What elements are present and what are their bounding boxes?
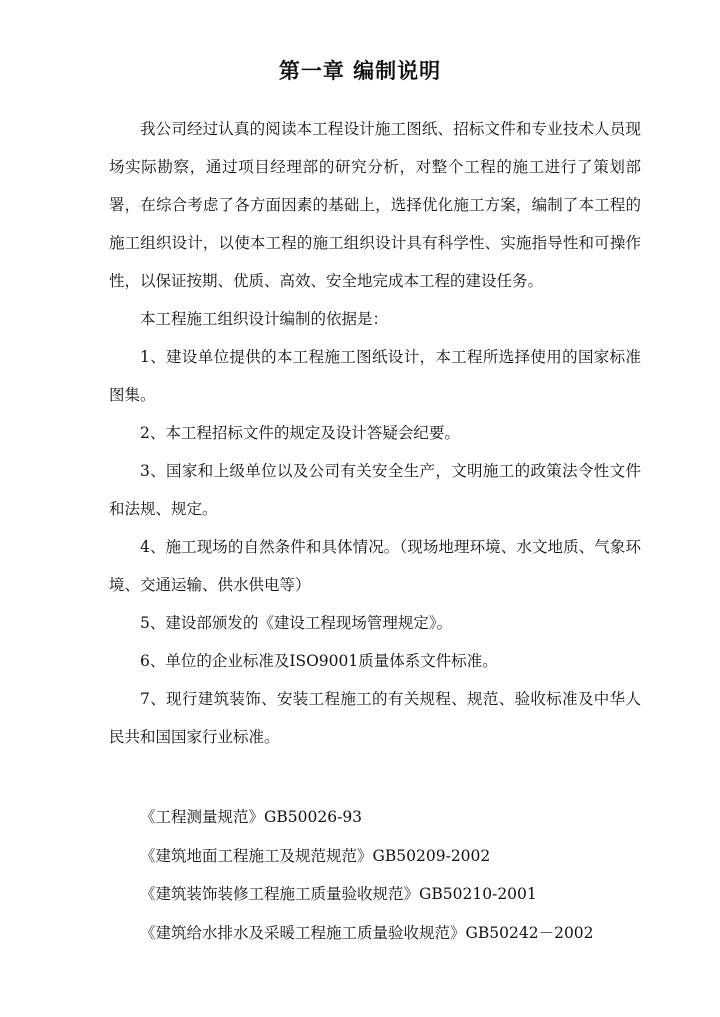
standard-item: 《工程测量规范》GB50026-93 [140, 808, 363, 826]
basis-item-4: 4、施工现场的自然条件和具体情况。（现场地理环境、水文地质、气象环境、交通运输、供水供电等） [109, 538, 641, 594]
chapter-title: 第一章 编制说明 [278, 58, 442, 83]
standard-item: 《建筑给水排水及采暖工程施工质量验收规范》GB50242－2002 [140, 923, 594, 942]
basis-item-3: 3、国家和上级单位以及公司有关安全生产，文明施工的政策法令性文件和法规、规定。 [109, 462, 641, 518]
basis-item-5: 5、建设部颁发的《建设工程现场管理规定》。 [140, 614, 453, 632]
basis-item-1: 1、建设单位提供的本工程施工图纸设计，本工程所选择使用的国家标准图集。 [109, 348, 641, 404]
basis-item-2: 2、本工程招标文件的规定及设计答疑会纪要。 [140, 424, 460, 442]
basis-item-6: 6、单位的企业标准及ISO9001质量体系文件标准。 [140, 652, 498, 670]
intro-paragraph: 我公司经过认真的阅读本工程设计施工图纸、招标文件和专业技术人员现场实际勘察，通过项目经理部的研究分析，对整个工程的施工进行了策划部署，在综合考虑了各方面因素的基础上，选择优化施工方案，编制了本工程的施工组织设计，以使本工程的施工组织设计具有科学性、实施指导性和可操作性，以保证按期、优质、高效、安全地完成本工程的建设任务。 [109, 120, 641, 290]
body-text [109, 110, 641, 756]
standard-item: 《建筑地面工程施工及规范规范》GB50209-2002 [140, 846, 491, 865]
standard-item: 《建筑装饰装修工程施工质量验收规范》GB50210-2001 [140, 885, 537, 903]
basis-item-7: 7、现行建筑装饰、安装工程施工的有关规程、规范、验收标准及中华人民共和国国家行业标准。 [109, 690, 641, 746]
standards-list [109, 798, 641, 952]
basis-heading: 本工程施工组织设计编制的依据是： [140, 310, 389, 328]
